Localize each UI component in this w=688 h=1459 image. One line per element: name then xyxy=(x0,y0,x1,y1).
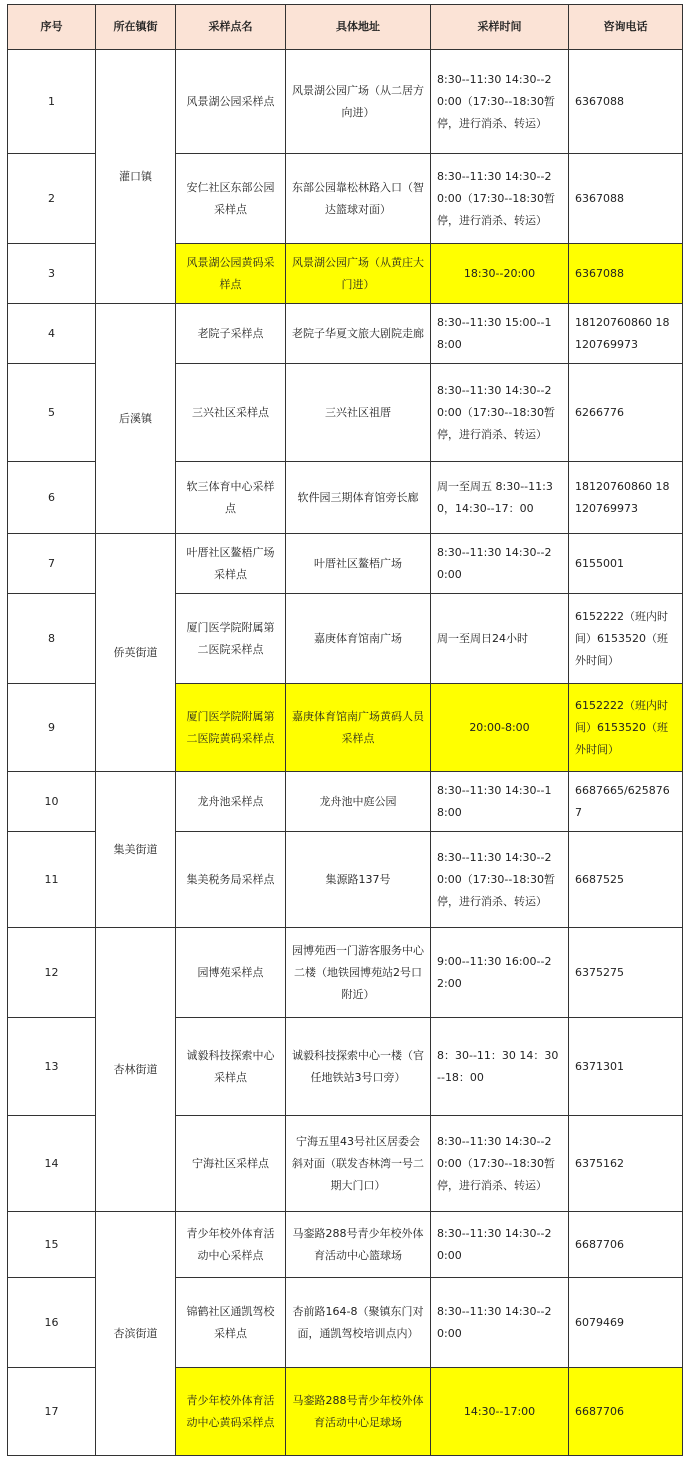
sampling-time-cell: 8:30--11:30 14:30--20:00（17:30--18:30暂停，进行消杀、转运） xyxy=(431,832,569,928)
row-number-cell: 5 xyxy=(8,364,96,462)
phone-cell: 6687525 xyxy=(569,832,683,928)
row-number-cell: 15 xyxy=(8,1212,96,1278)
address-cell: 集源路137号 xyxy=(286,832,431,928)
address-cell: 老院子华夏文旅大剧院走廊 xyxy=(286,304,431,364)
table-row xyxy=(8,50,683,154)
row-number-cell: 8 xyxy=(8,594,96,684)
row-number-cell: 11 xyxy=(8,832,96,928)
phone-cell: 6687706 xyxy=(569,1368,683,1456)
table-header-row xyxy=(8,5,683,50)
address-cell: 风景湖公园广场（从黄庄大门进） xyxy=(286,244,431,304)
sampling-time-cell: 8:30--11:30 14:30--18:00 xyxy=(431,772,569,832)
address-cell: 杏前路164-8（聚镇东门对面，通凯驾校培训点内） xyxy=(286,1278,431,1368)
site-name-cell: 宁海社区采样点 xyxy=(176,1116,286,1212)
site-name-cell: 三兴社区采样点 xyxy=(176,364,286,462)
address-cell: 软件园三期体育馆旁长廊 xyxy=(286,462,431,534)
site-name-cell: 安仁社区东部公园采样点 xyxy=(176,154,286,244)
address-cell: 风景湖公园广场（从二居方向进） xyxy=(286,50,431,154)
row-number-cell: 16 xyxy=(8,1278,96,1368)
site-name-cell: 诚毅科技探索中心采样点 xyxy=(176,1018,286,1116)
row-number-cell: 4 xyxy=(8,304,96,364)
phone-cell: 6687665/6258767 xyxy=(569,772,683,832)
town-cell: 杏林街道 xyxy=(96,928,176,1212)
header-site-name: 采样点名 xyxy=(176,5,286,50)
sampling-time-cell: 8:30--11:30 14:30--20:00（17:30--18:30暂停，进行消杀、转运） xyxy=(431,154,569,244)
sampling-time-cell: 周一至周五 8:30--11:30，14:30--17：00 xyxy=(431,462,569,534)
phone-cell: 6155001 xyxy=(569,534,683,594)
town-cell: 杏滨街道 xyxy=(96,1212,176,1456)
table-row xyxy=(8,534,683,594)
town-cell: 侨英街道 xyxy=(96,534,176,772)
address-cell: 宁海五里43号社区居委会斜对面（联发杏林湾一号二期大门口） xyxy=(286,1116,431,1212)
sampling-time-cell: 9:00--11:30 16:00--22:00 xyxy=(431,928,569,1018)
phone-cell: 6266776 xyxy=(569,364,683,462)
sampling-time-cell: 8:30--11:30 14:30--20:00（17:30--18:30暂停，进行消杀、转运） xyxy=(431,1116,569,1212)
site-name-cell: 叶厝社区鳌梧广场采样点 xyxy=(176,534,286,594)
table-body xyxy=(8,50,683,1456)
table-row xyxy=(8,928,683,1018)
town-cell: 集美街道 xyxy=(96,772,176,928)
row-number-cell: 7 xyxy=(8,534,96,594)
phone-cell: 6152222（班内时间）6153520（班外时间） xyxy=(569,684,683,772)
row-number-cell: 10 xyxy=(8,772,96,832)
sampling-time-cell: 8:30--11:30 14:30--20:00 xyxy=(431,1278,569,1368)
header-phone: 咨询电话 xyxy=(569,5,683,50)
phone-cell: 18120760860 18120769973 xyxy=(569,304,683,364)
header-town: 所在镇街 xyxy=(96,5,176,50)
sampling-time-cell: 8:30--11:30 14:30--20:00（17:30--18:30暂停，进行消杀、转运） xyxy=(431,50,569,154)
phone-cell: 6152222（班内时间）6153520（班外时间） xyxy=(569,594,683,684)
site-name-cell: 龙舟池采样点 xyxy=(176,772,286,832)
row-number-cell: 2 xyxy=(8,154,96,244)
phone-cell: 18120760860 18120769973 xyxy=(569,462,683,534)
address-cell: 叶厝社区鳌梧广场 xyxy=(286,534,431,594)
site-name-cell: 集美税务局采样点 xyxy=(176,832,286,928)
phone-cell: 6079469 xyxy=(569,1278,683,1368)
site-name-cell: 软三体育中心采样点 xyxy=(176,462,286,534)
phone-cell: 6371301 xyxy=(569,1018,683,1116)
address-cell: 马銮路288号青少年校外体育活动中心足球场 xyxy=(286,1368,431,1456)
phone-cell: 6375162 xyxy=(569,1116,683,1212)
header-sampling-time: 采样时间 xyxy=(431,5,569,50)
row-number-cell: 3 xyxy=(8,244,96,304)
row-number-cell: 6 xyxy=(8,462,96,534)
sampling-time-cell: 8:30--11:30 15:00--18:00 xyxy=(431,304,569,364)
phone-cell: 6367088 xyxy=(569,244,683,304)
sampling-time-cell: 20:00-8:00 xyxy=(431,684,569,772)
sampling-time-cell: 8:30--11:30 14:30--20:00（17:30--18:30暂停，进行消杀、转运） xyxy=(431,364,569,462)
phone-cell: 6375275 xyxy=(569,928,683,1018)
site-name-cell: 厦门医学院附属第二医院采样点 xyxy=(176,594,286,684)
address-cell: 诚毅科技探索中心一楼（官任地铁站3号口旁） xyxy=(286,1018,431,1116)
site-name-cell: 风景湖公园黄码采样点 xyxy=(176,244,286,304)
sampling-time-cell: 8：30--11：30 14：30--18：00 xyxy=(431,1018,569,1116)
phone-cell: 6687706 xyxy=(569,1212,683,1278)
row-number-cell: 9 xyxy=(8,684,96,772)
sampling-time-cell: 8:30--11:30 14:30--20:00 xyxy=(431,534,569,594)
sampling-time-cell: 14:30--17:00 xyxy=(431,1368,569,1456)
row-number-cell: 12 xyxy=(8,928,96,1018)
address-cell: 东部公园靠松林路入口（智达篮球对面） xyxy=(286,154,431,244)
site-name-cell: 锦鹤社区通凯驾校采样点 xyxy=(176,1278,286,1368)
site-name-cell: 厦门医学院附属第二医院黄码采样点 xyxy=(176,684,286,772)
address-cell: 三兴社区祖厝 xyxy=(286,364,431,462)
sampling-time-cell: 18:30--20:00 xyxy=(431,244,569,304)
site-name-cell: 青少年校外体育活动中心黄码采样点 xyxy=(176,1368,286,1456)
address-cell: 龙舟池中庭公园 xyxy=(286,772,431,832)
header-address: 具体地址 xyxy=(286,5,431,50)
sampling-time-cell: 8:30--11:30 14:30--20:00 xyxy=(431,1212,569,1278)
address-cell: 马銮路288号青少年校外体育活动中心篮球场 xyxy=(286,1212,431,1278)
site-name-cell: 园博苑采样点 xyxy=(176,928,286,1018)
site-name-cell: 青少年校外体育活动中心采样点 xyxy=(176,1212,286,1278)
row-number-cell: 17 xyxy=(8,1368,96,1456)
site-name-cell: 老院子采样点 xyxy=(176,304,286,364)
sampling-sites-table xyxy=(7,4,683,1456)
sampling-time-cell: 周一至周日24小时 xyxy=(431,594,569,684)
phone-cell: 6367088 xyxy=(569,50,683,154)
town-cell: 灌口镇 xyxy=(96,50,176,304)
header-no: 序号 xyxy=(8,5,96,50)
address-cell: 嘉庚体育馆南广场黄码人员采样点 xyxy=(286,684,431,772)
table-row xyxy=(8,304,683,364)
site-name-cell: 风景湖公园采样点 xyxy=(176,50,286,154)
phone-cell: 6367088 xyxy=(569,154,683,244)
table-row xyxy=(8,1212,683,1278)
row-number-cell: 1 xyxy=(8,50,96,154)
table-row xyxy=(8,772,683,832)
address-cell: 园博苑西一门游客服务中心二楼（地铁园博苑站2号口附近） xyxy=(286,928,431,1018)
row-number-cell: 13 xyxy=(8,1018,96,1116)
address-cell: 嘉庚体育馆南广场 xyxy=(286,594,431,684)
town-cell: 后溪镇 xyxy=(96,304,176,534)
row-number-cell: 14 xyxy=(8,1116,96,1212)
